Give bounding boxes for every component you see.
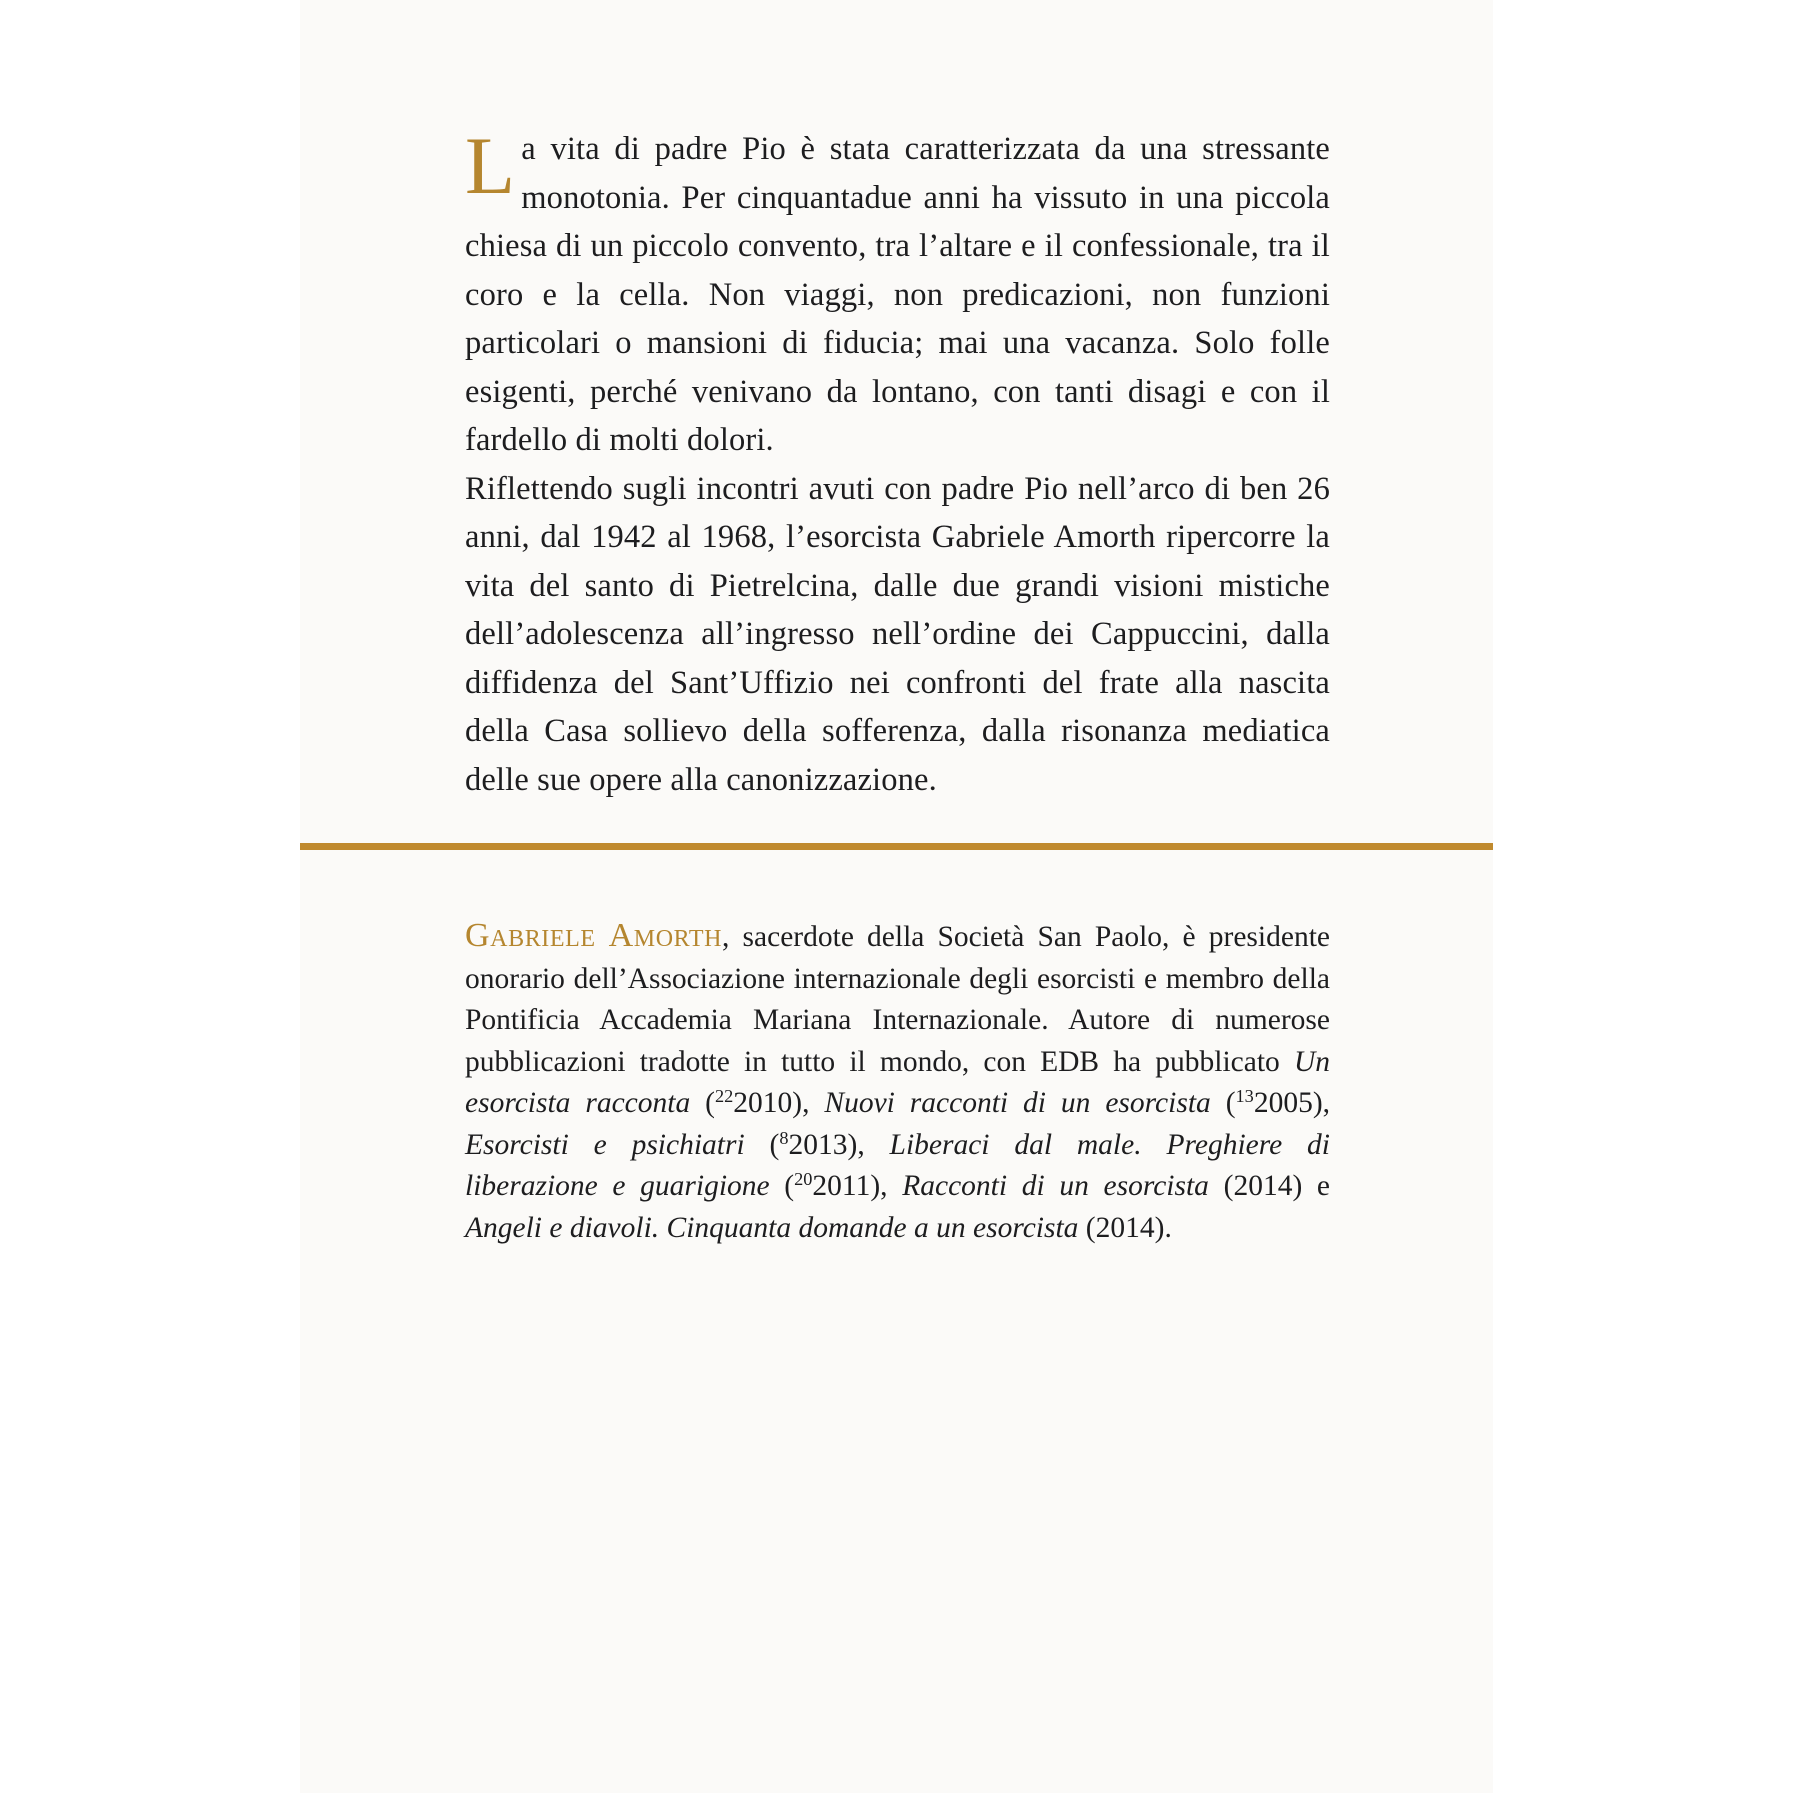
gold-divider-rule: [300, 843, 1493, 850]
work-title: Angeli e diavoli. Cinquanta domande a un esorcista: [465, 1211, 1079, 1244]
work-separator: .: [1164, 1211, 1172, 1244]
work-year: 2005: [1253, 1087, 1313, 1119]
work-title: Racconti di un esorcista: [902, 1170, 1209, 1202]
author-bio-section: [465, 915, 1330, 1249]
work-edition: 8: [779, 1127, 789, 1148]
book-back-cover: [300, 0, 1493, 1793]
work-title: Esorcisti e psichiatri: [465, 1128, 745, 1161]
work-year: 2011: [812, 1170, 871, 1202]
drop-cap-letter: L: [465, 120, 516, 211]
work-title: Un esorcista racconta: [465, 1045, 1330, 1119]
work-year: 2014: [1095, 1211, 1155, 1244]
work-separator: ,: [1322, 1087, 1331, 1119]
work-edition: 22: [714, 1085, 734, 1106]
work-separator: ,: [857, 1128, 890, 1161]
author-name: Gabriele Amorth: [465, 917, 723, 954]
blurb-paragraph-1: [465, 120, 1330, 465]
work-year: 2014: [1233, 1170, 1293, 1202]
work-separator: e: [1302, 1170, 1331, 1202]
author-bio-text: , sacerdote della Società San Paolo, è presidente onorario dell’Associazione internazionale degli esorcisti e membro della Pontificia Accademia Mariana Internazionale. Autore di numerose pubblicazioni tradotte in tutto il mondo, con EDB ha pubblicato: [465, 921, 1330, 1078]
author-bio-paragraph: [465, 915, 1330, 1249]
work-separator: ,: [880, 1170, 903, 1202]
blurb-section: [465, 120, 1330, 804]
blurb-paragraph-2: Riflettendo sugli incontri avuti con padre Pio nell’arco di ben 26 anni, dal 1942 al 1968, l’esorcista Gabriele Amorth ripercorre la vita del santo di Pietrelcina, dalle due grandi visioni mistiche dell’adolescenza all’ingresso nell’ordine dei Cappuccini, dalla diffidenza del Sant’Uffizio nei confronti del frate alla nascita della Casa sollievo della sofferenza, dalla risonanza mediatica delle sue opere alla canonizzazione.: [465, 470, 1330, 798]
work-title: Liberaci dal male. Preghiere di liberazione e guarigione: [465, 1128, 1330, 1202]
author-works-list: Un esorcista racconta ($^{22}$2010), Nuovi racconti di un esorcista ($^{13}$2005), Esorcisti e psichiatri ($^8$2013), Liberaci dal male. Preghiere di liberazione e guarigione ($^{20}$2011), Racconti di un esorcista (2014) e Angeli e diavoli. Cinquanta domande a un esorcista (2014).: [465, 1045, 1331, 1244]
work-edition: 20: [794, 1168, 813, 1189]
work-edition: 13: [1235, 1085, 1254, 1106]
work-year: 2013: [788, 1128, 848, 1161]
work-separator: ,: [802, 1087, 825, 1119]
blurb-paragraph-1-text: a vita di padre Pio è stata caratterizzata da una stressante monotonia. Per cinquantadue anni ha vissuto in una piccola chiesa di un piccolo convento, tra l’altare e il confessionale, tra il coro e la cella. Non viaggi, non predicazioni, non funzioni particolari o mansioni di fiducia; mai una vacanza. Solo folle esigenti, perché venivano da lontano, con tanti disagi e con il fardello di molti dolori.: [465, 131, 1330, 458]
work-year: 2010: [733, 1087, 793, 1119]
work-title: Nuovi racconti di un esorcista: [824, 1087, 1211, 1119]
